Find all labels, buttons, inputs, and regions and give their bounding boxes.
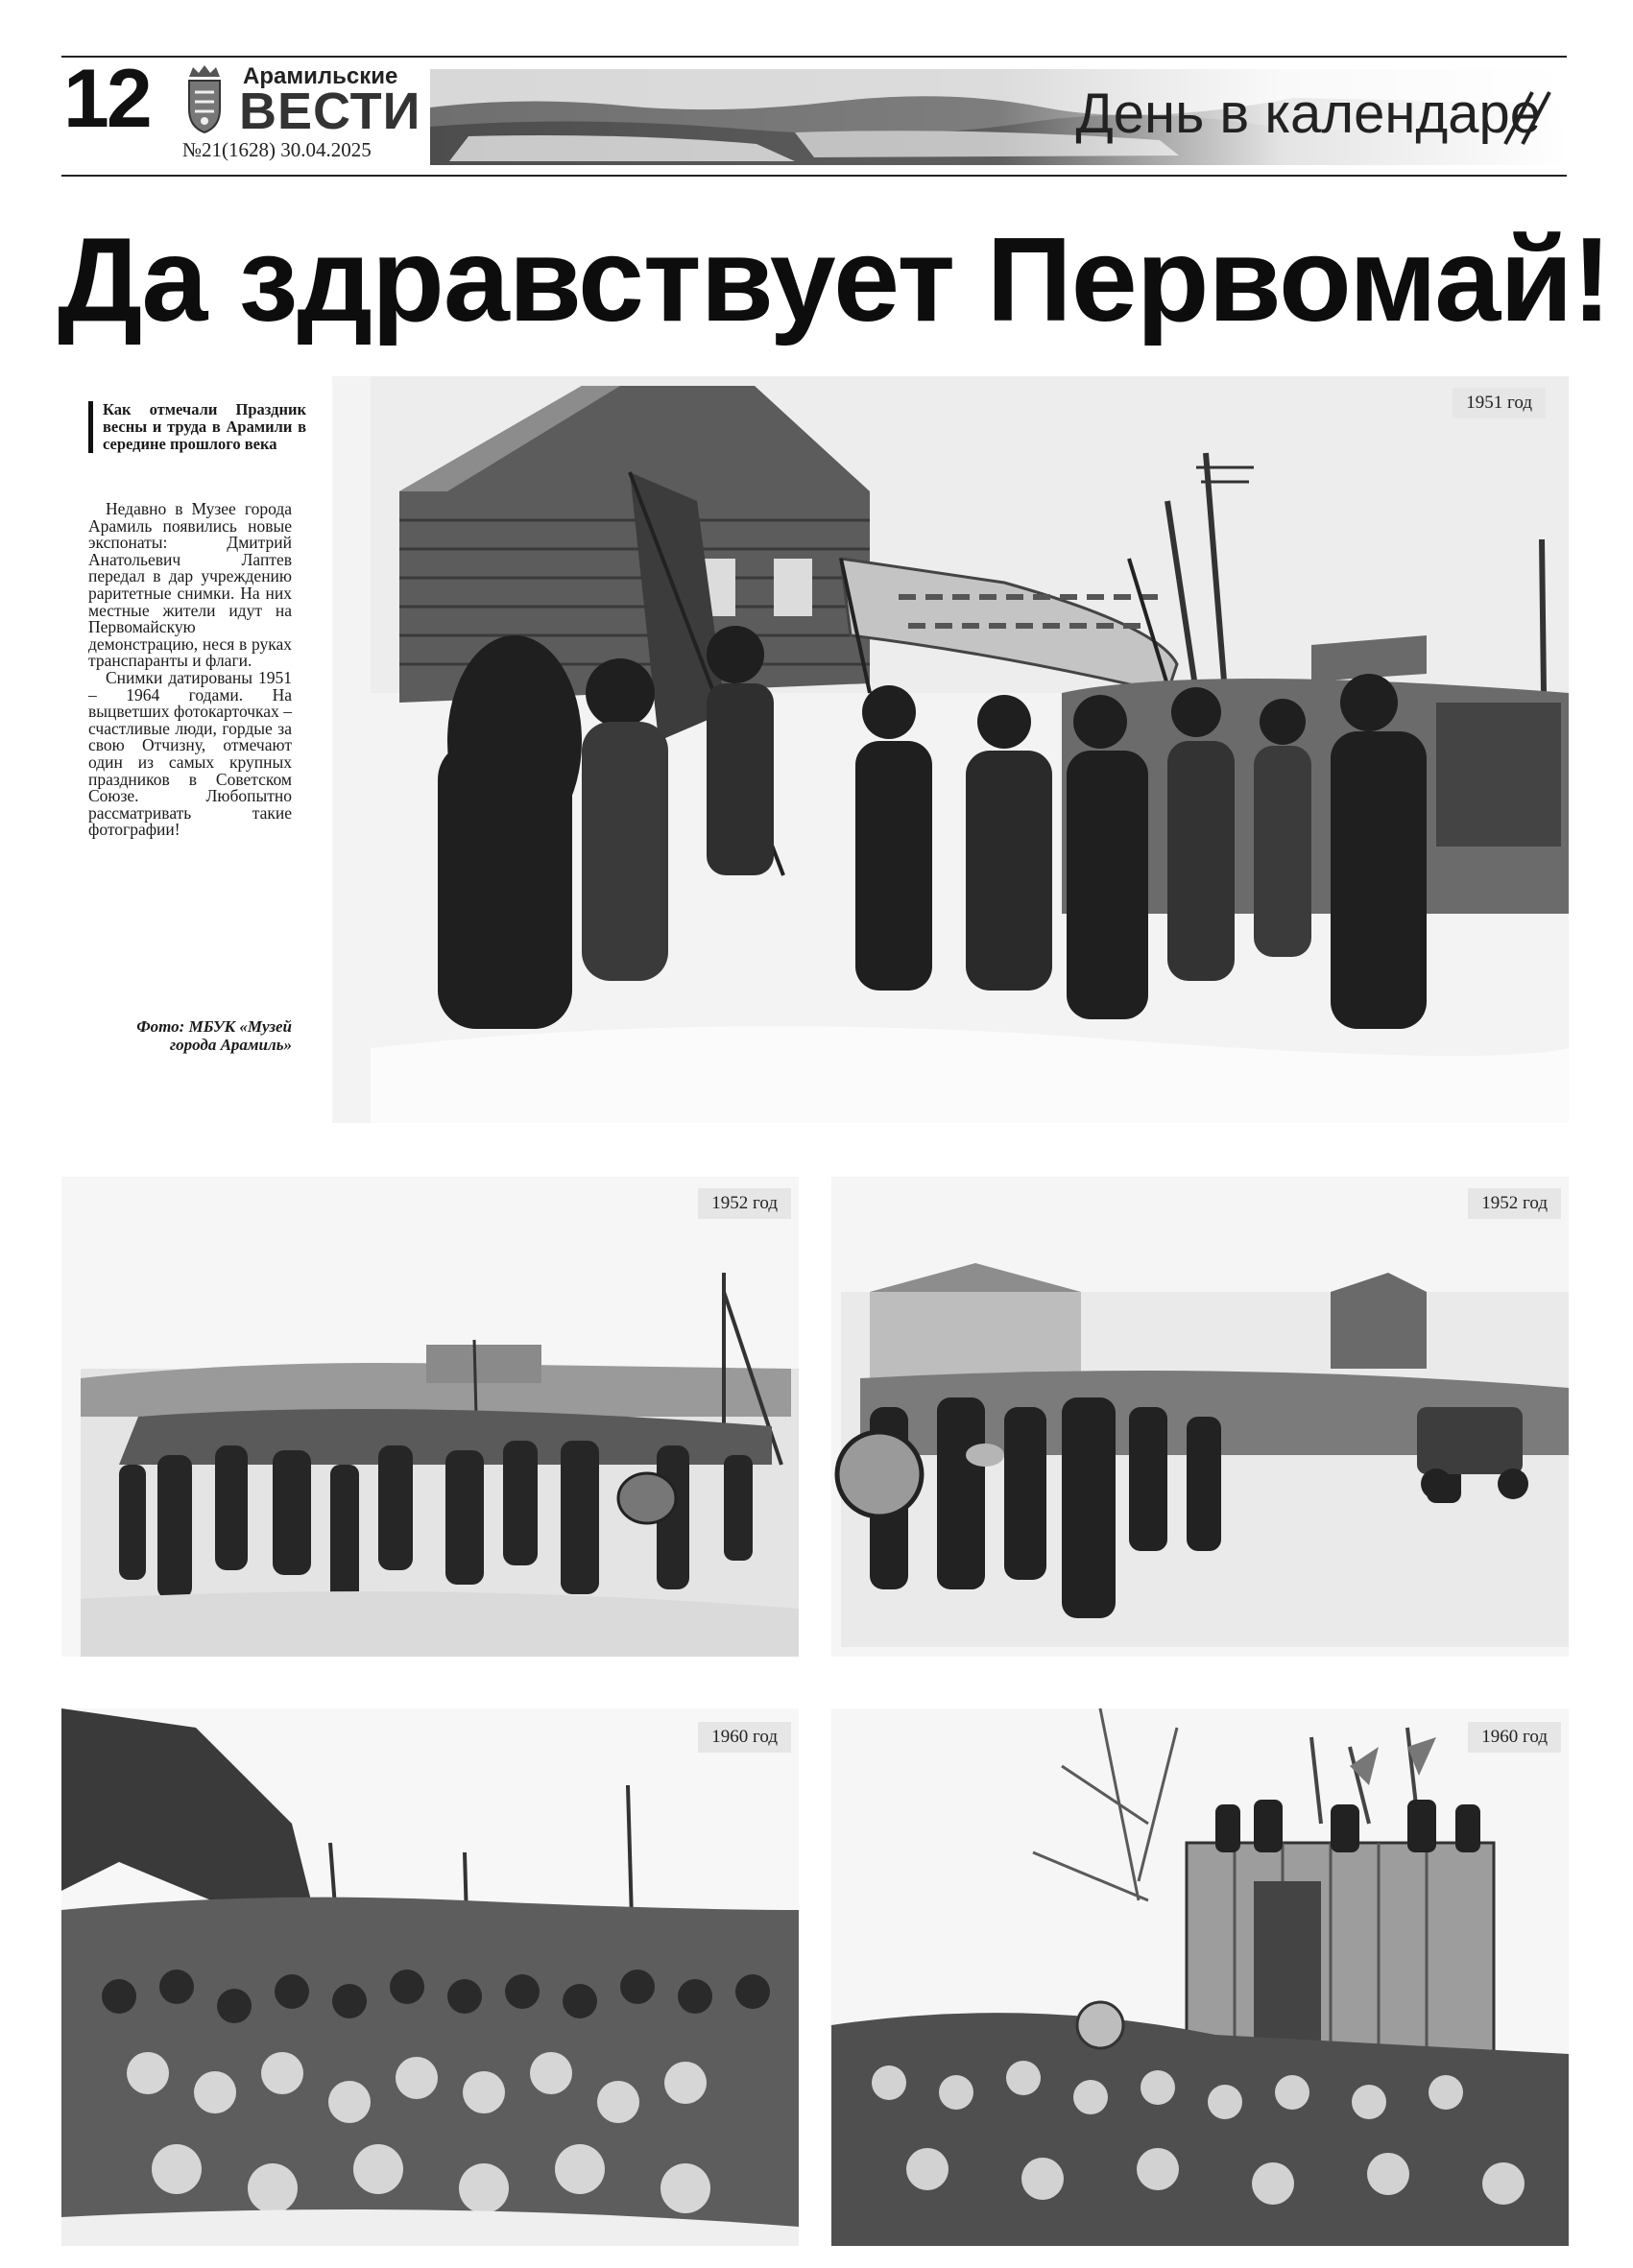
issue-info: №21(1628) 30.04.2025 <box>182 138 372 161</box>
section-title: День в календаре <box>1075 83 1541 145</box>
photo-year-label: 1951 год <box>1453 388 1546 418</box>
photo-1960-tribune <box>831 1708 1569 2246</box>
photo-1960-crowd <box>61 1708 799 2246</box>
article-body <box>88 501 292 839</box>
article-paragraph: Недавно в Музее города Арамиль появились новые экспонаты: Дмитрий Анатольевич Лаптев передал в дар учреждению раритетные снимки. На них местные жители идут на Первомайскую демонстрацию, неся в руках транспаранты и флаги. <box>88 499 292 671</box>
orchestra-photo-image <box>831 1177 1569 1657</box>
page-number: 12 <box>63 53 150 145</box>
photo-year-label: 1952 год <box>1468 1188 1561 1219</box>
photo-credit: Фото: МБУК «Музей города Арамиль» <box>136 1017 292 1054</box>
article-lead: Как отмечали Праздник весны и труда в Арамили в середине прошлого века <box>88 401 306 453</box>
logo-small-text: Арамильские <box>243 63 398 89</box>
photo-1952-street <box>61 1177 799 1657</box>
street-parade-photo-image <box>61 1177 799 1657</box>
tribune-photo-image <box>831 1708 1569 2246</box>
photo-1952-orchestra <box>831 1177 1569 1657</box>
article-paragraph: Снимки датированы 1951 – 1964 годами. На выцветших фотокарточках – счастливые люди, гордые за свою Отчизну, отмечают один из самых крупных праздников в Советском Союзе. Любопытно рассматривать такие фотографии! <box>88 667 292 840</box>
crowd-photo-image <box>61 1708 799 2246</box>
double-slash-icon <box>1500 86 1557 148</box>
city-emblem-icon <box>185 63 224 134</box>
photo-year-label: 1960 год <box>698 1722 791 1753</box>
header-bottom-rule <box>61 175 1567 177</box>
photo-1951-parade <box>332 376 1569 1123</box>
photo-year-label: 1952 год <box>698 1188 791 1219</box>
article-headline: Да здравствует Первомай! <box>58 214 1611 346</box>
logo-big-text: ВЕСТИ <box>239 83 421 140</box>
parade-photo-image <box>332 376 1569 1123</box>
header-top-rule <box>61 56 1567 58</box>
photo-year-label: 1960 год <box>1468 1722 1561 1753</box>
